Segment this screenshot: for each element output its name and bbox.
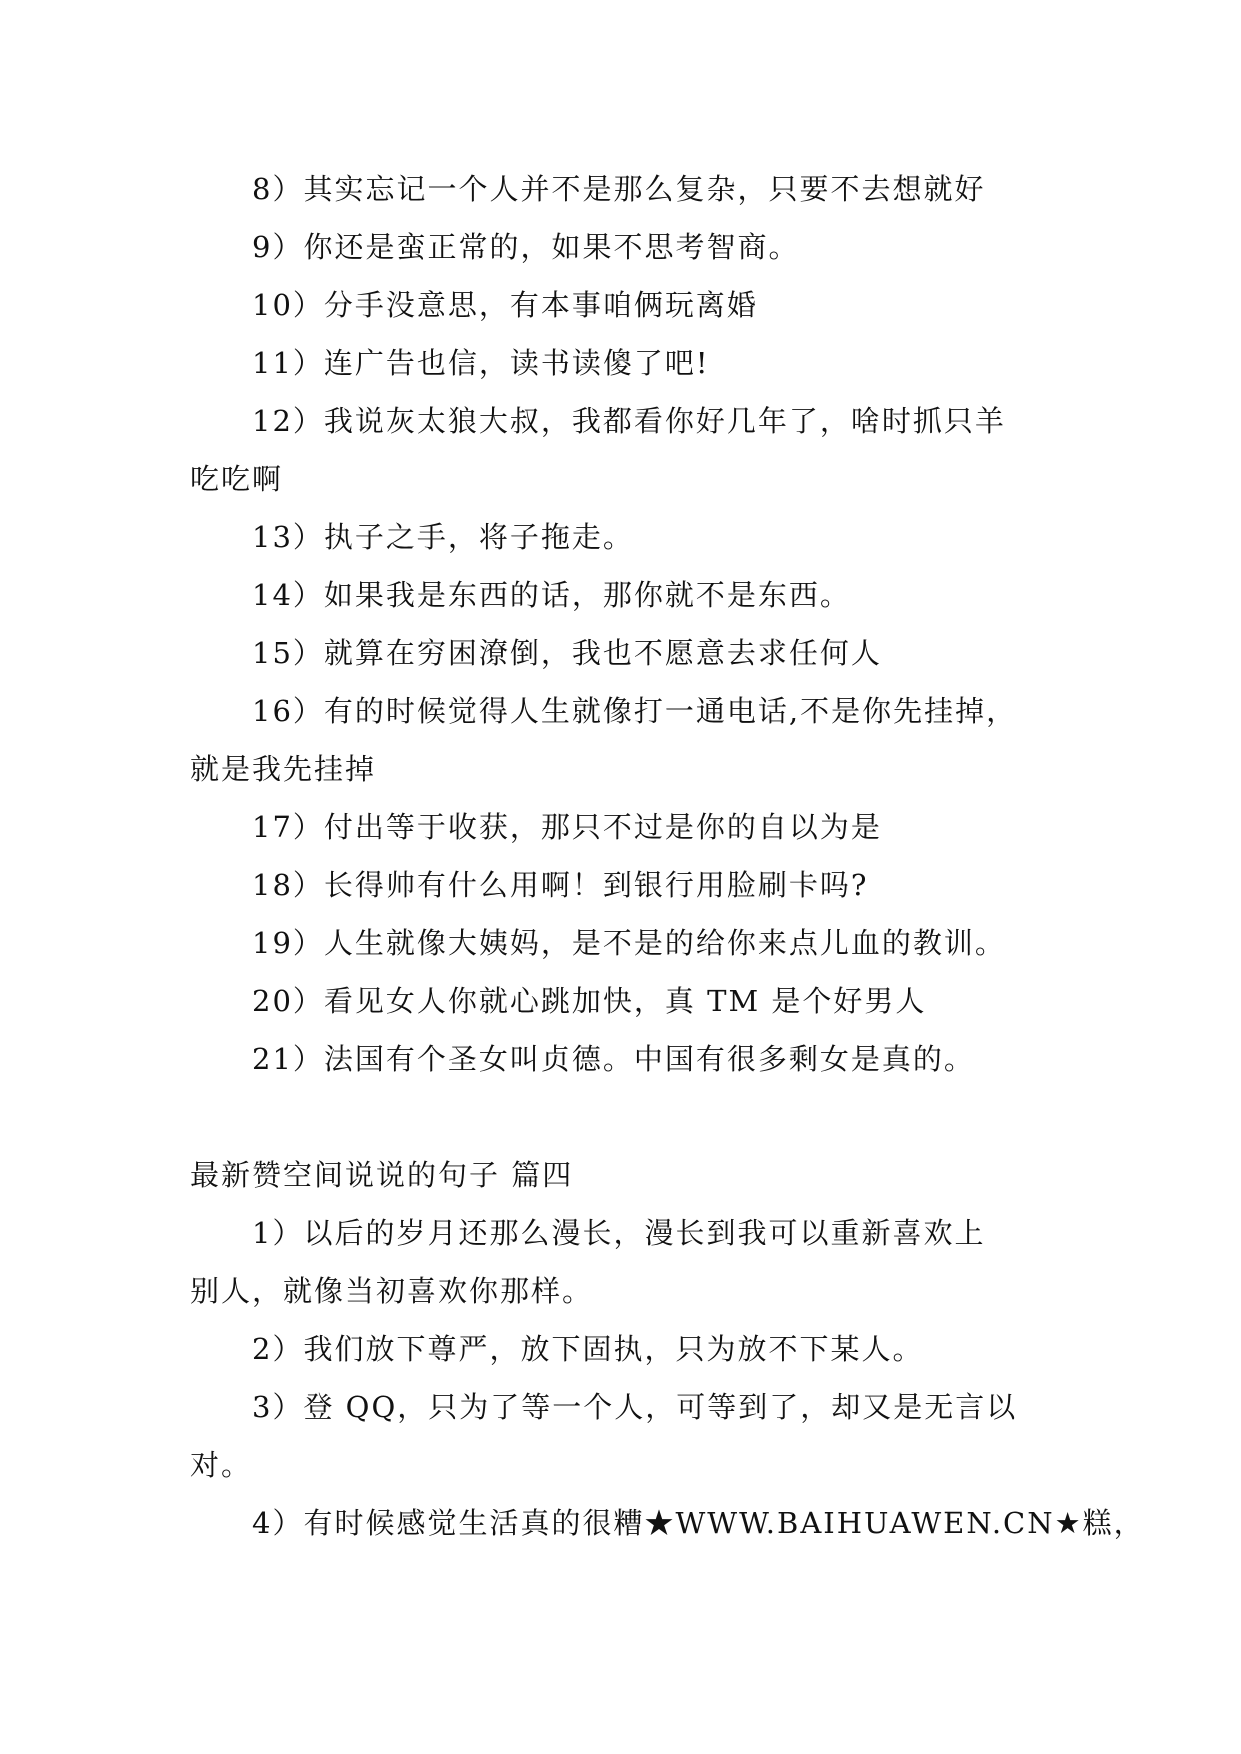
list-item: 17）付出等于收获，那只不过是你的自以为是 <box>252 810 882 844</box>
list-item-continuation: 别人，就像当初喜欢你那样。 <box>190 1274 594 1308</box>
list-item: 21）法国有个圣女叫贞德。中国有很多剩女是真的。 <box>252 1042 975 1076</box>
list-item: 1）以后的岁月还那么漫长，漫长到我可以重新喜欢上 <box>252 1216 986 1250</box>
list-item: 15）就算在穷困潦倒，我也不愿意去求任何人 <box>252 636 882 670</box>
list-item-continuation: 对。 <box>190 1448 253 1482</box>
section-heading: 最新赞空间说说的句子 篇四 <box>190 1158 574 1192</box>
list-item: 4）有时候感觉生活真的很糟★WWW.BAIHUAWEN.CN★糕， <box>252 1506 1145 1540</box>
list-item: 14）如果我是东西的话，那你就不是东西。 <box>252 578 851 612</box>
list-item: 12）我说灰太狼大叔，我都看你好几年了，啥时抓只羊 <box>252 404 1006 438</box>
list-item: 11）连广告也信，读书读傻了吧! <box>252 346 710 380</box>
list-item: 9）你还是蛮正常的，如果不思考智商。 <box>252 230 800 264</box>
document-body <box>190 160 1145 1552</box>
list-item-continuation: 吃吃啊 <box>190 462 284 496</box>
list-item: 3）登 QQ，只为了等一个人，可等到了，却又是无言以 <box>252 1390 1018 1424</box>
section-spacer <box>190 1088 1070 1146</box>
list-item: 19）人生就像大姨妈，是不是的给你来点儿血的教训。 <box>252 926 1006 960</box>
list-item: 18）长得帅有什么用啊！到银行用脸刷卡吗? <box>252 868 869 902</box>
list-item: 16）有的时候觉得人生就像打一通电话,不是你先挂掉， <box>252 694 1018 728</box>
quote-list-part-four <box>190 1204 1145 1552</box>
list-item: 13）执子之手，将子拖走。 <box>252 520 634 554</box>
list-item: 10）分手没意思，有本事咱俩玩离婚 <box>252 288 758 322</box>
list-item-continuation: 就是我先挂掉 <box>190 752 377 786</box>
list-item: 20）看见女人你就心跳加快，真 TM 是个好男人 <box>252 984 927 1018</box>
quote-list-part-three <box>190 160 1070 1088</box>
list-item: 2）我们放下尊严，放下固执，只为放不下某人。 <box>252 1332 924 1366</box>
list-item: 8）其实忘记一个人并不是那么复杂，只要不去想就好 <box>252 172 986 206</box>
